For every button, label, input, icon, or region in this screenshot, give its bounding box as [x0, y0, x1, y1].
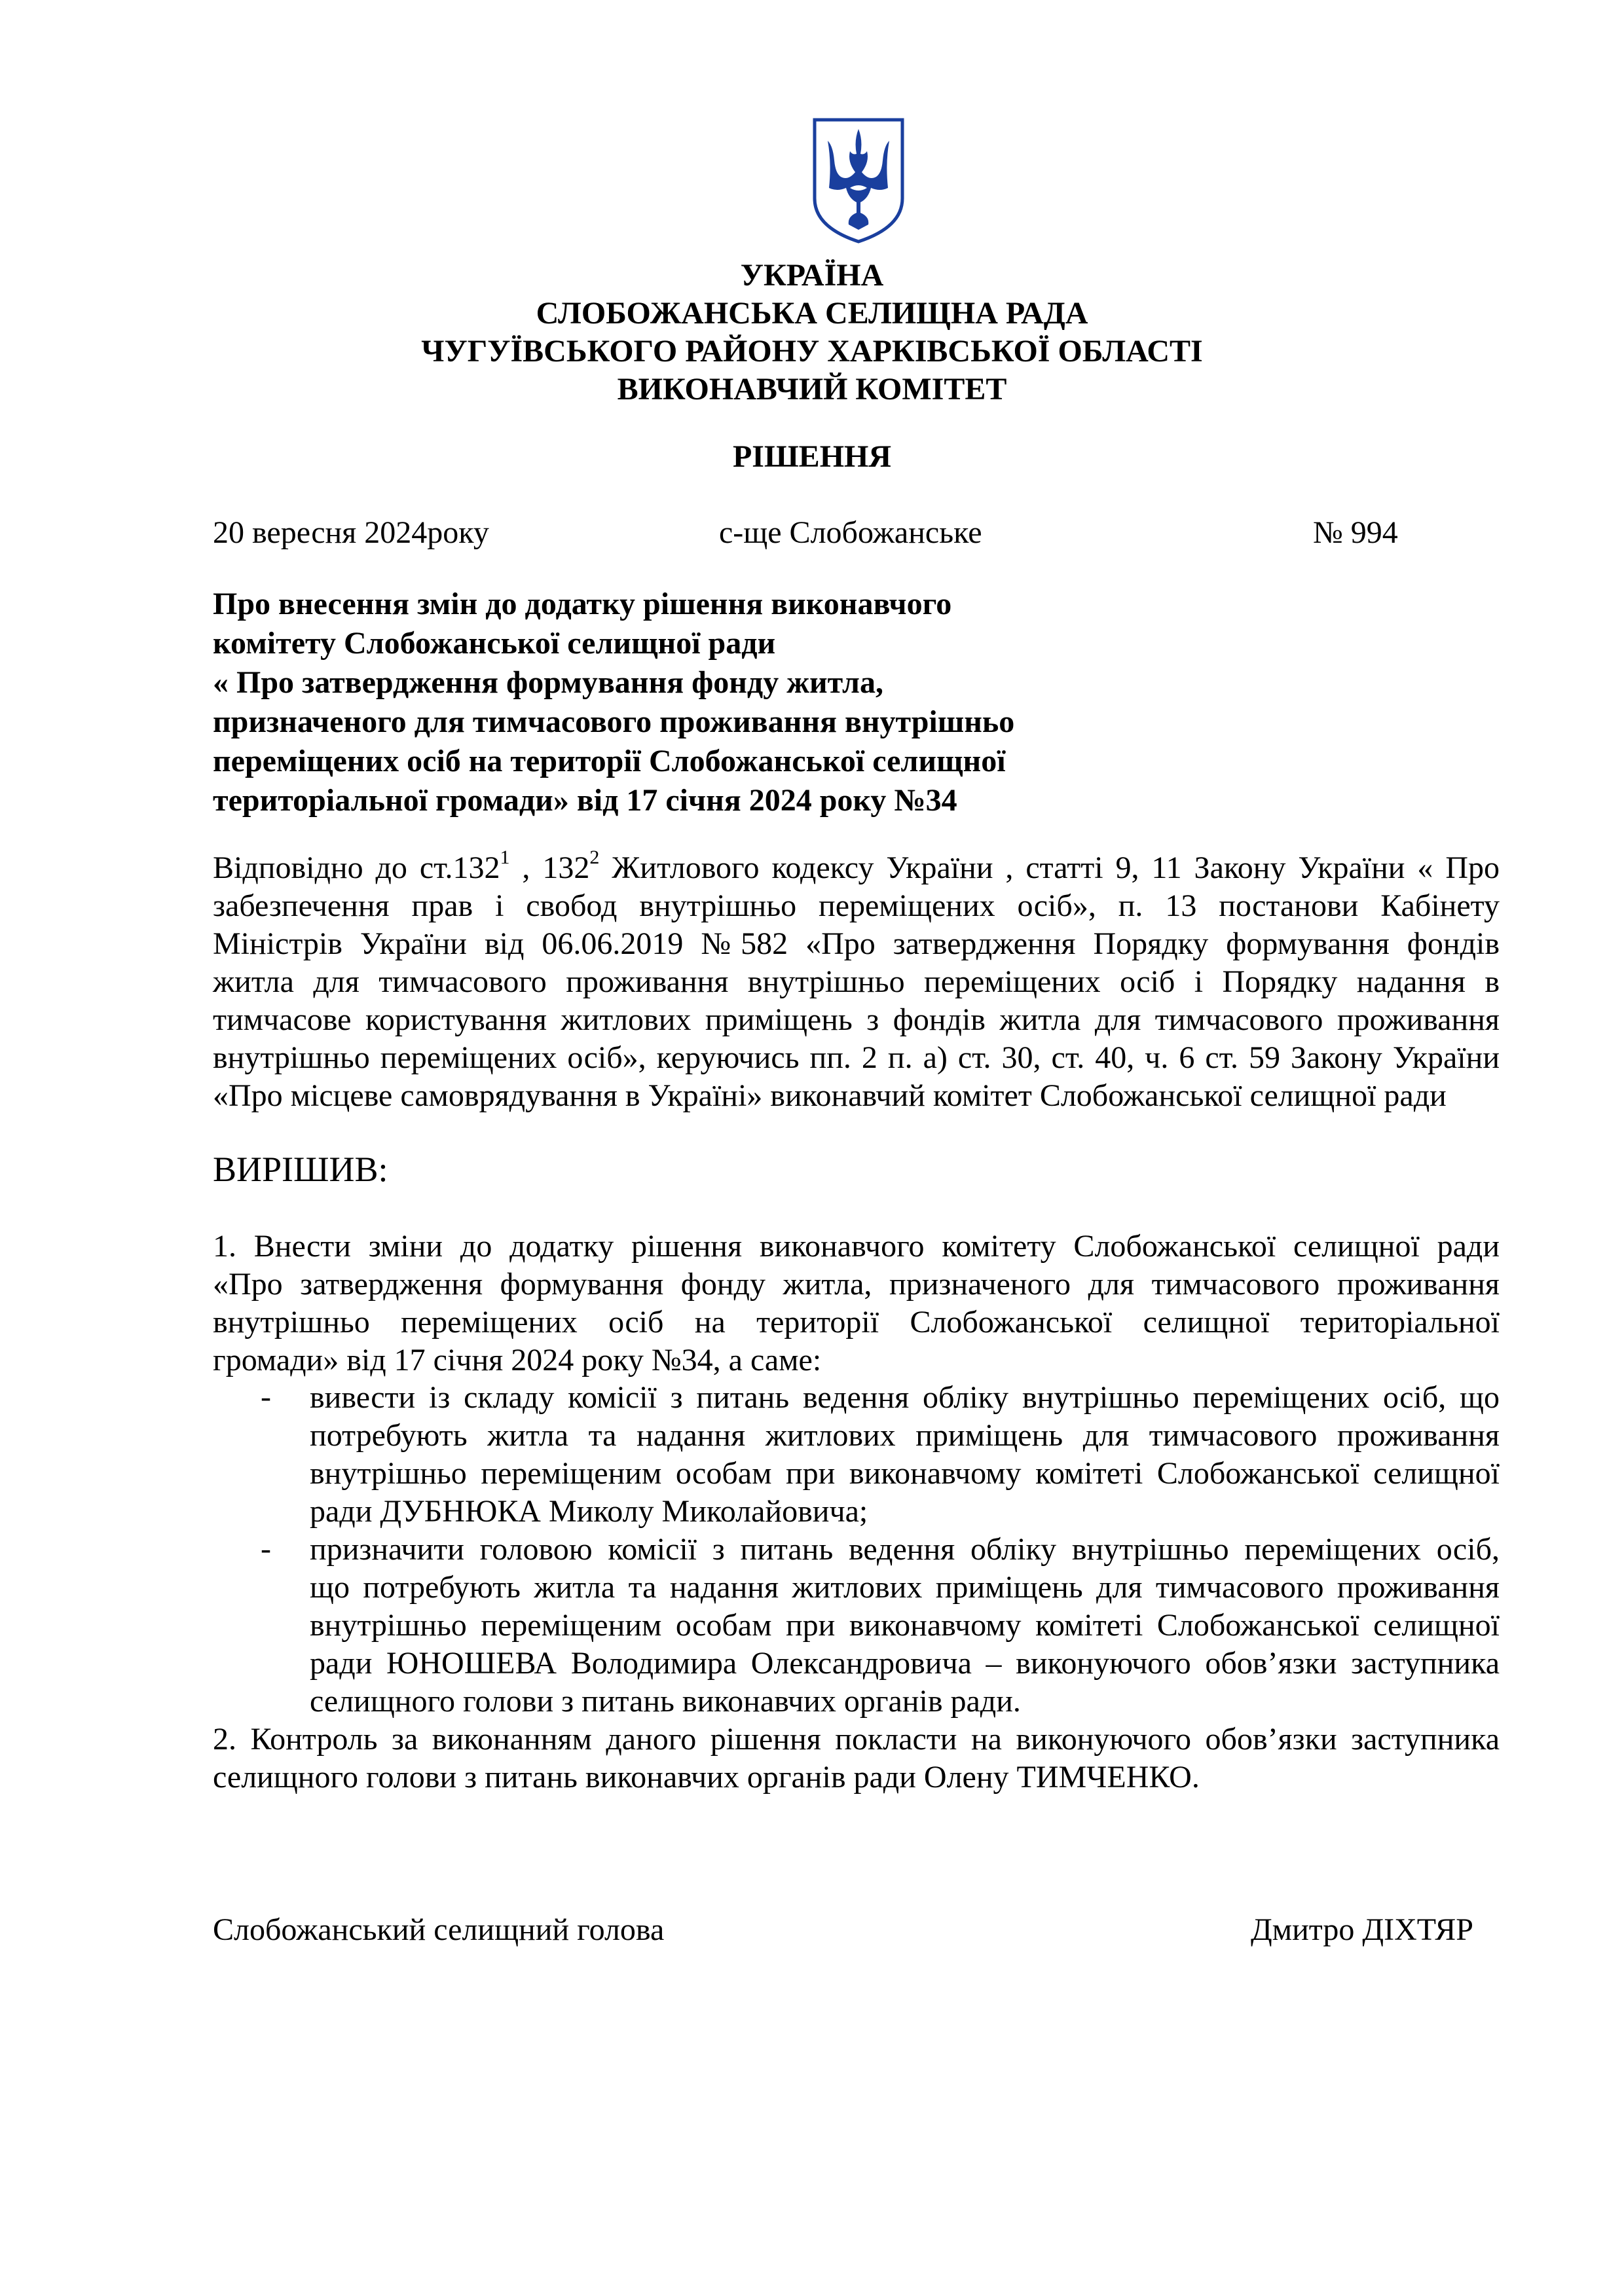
signature-position: Слобожанський селищний голова	[213, 1912, 665, 1947]
preamble-line: Міністрів України від 06.06.2019 №582 «Про затвердження Порядку формування фондів	[213, 926, 1500, 961]
subject-line: призначеного для тимчасового проживання внутрішньо	[213, 704, 1015, 739]
header	[0, 257, 1624, 409]
preamble-line: внутрішньо переміщених осіб», керуючись пп. 2 п. а) ст. 30, ст. 40, ч. 6 ст. 59 Закону України	[213, 1040, 1500, 1075]
signature-name: Дмитро ДІХТЯР	[1251, 1912, 1473, 1947]
subject-line: переміщених осіб на території Слобожанської селищної	[213, 744, 1006, 778]
decision-date: 20 вересня 2024року	[213, 515, 489, 550]
bullet-1	[310, 1379, 1500, 1531]
superscript: 2	[589, 847, 600, 868]
preamble-text: , 132	[509, 850, 590, 885]
bullet-line: потребують житла та надання житлових приміщень для тимчасового проживання	[310, 1418, 1500, 1453]
item-2-line: 2. Контроль за виконанням даного рішення покласти на виконуючого обов’язки заступника	[213, 1722, 1500, 1757]
superscript: 1	[500, 847, 510, 868]
item-1-line: внутрішньо переміщених осіб на території Слобожанської селищної територіальної	[213, 1305, 1500, 1339]
bullet-line: призначити головою комісії з питань ведення обліку внутрішньо переміщених осіб,	[310, 1532, 1500, 1567]
trident-coat-of-arms-icon	[809, 115, 908, 246]
bullet-line: внутрішньо переміщеним особам при виконавчому комітеті Слобожанської селищної	[310, 1608, 1500, 1643]
header-country: УКРАЇНА	[740, 258, 884, 293]
item-1-line: «Про затвердження формування фонду житла, призначеного для тимчасового проживання	[213, 1267, 1500, 1302]
bullet-dash: -	[261, 1531, 271, 1566]
bullet-line: селищного голови з питань виконавчих органів ради.	[310, 1684, 1021, 1719]
preamble-line: тимчасове користування житлових приміщень з фондів житла для тимчасового проживання	[213, 1002, 1500, 1037]
header-council: СЛОБОЖАНСЬКА СЕЛИЩНА РАДА	[536, 296, 1088, 331]
preamble-line: «Про місцеве самоврядування в Україні» виконавчий комітет Слобожанської селищної ради	[213, 1078, 1447, 1113]
header-committee: ВИКОНАВЧИЙ КОМІТЕТ	[617, 372, 1007, 407]
decision-number: № 994	[1313, 515, 1398, 550]
preamble	[213, 849, 1500, 1115]
decision-place: с-ще Слобожанське	[719, 515, 982, 550]
subject-line: територіальної громади» від 17 січня 2024 року №34	[213, 783, 957, 818]
bullet-line: вивести із складу комісії з питань ведення обліку внутрішньо переміщених осіб, що	[310, 1380, 1500, 1415]
item-1-line: 1. Внести зміни до додатку рішення виконавчого комітету Слобожанської селищної ради	[213, 1229, 1500, 1264]
bullet-line: ради ЮНОШЕВА Володимира Олександровича – виконуючого обов’язки заступника	[310, 1646, 1500, 1681]
bullet-dash: -	[261, 1379, 271, 1414]
resolved-heading: ВИРІШИВ:	[213, 1150, 388, 1189]
decision-title: РІШЕННЯ	[732, 439, 892, 474]
preamble-line	[213, 849, 1500, 887]
preamble-text: Відповідно до ст.132	[213, 850, 500, 885]
bullet-line: внутрішньо переміщеним особам при виконавчому комітеті Слобожанської селищної	[310, 1456, 1500, 1491]
item-2-line: селищного голови з питань виконавчих органів ради Олену ТИМЧЕНКО.	[213, 1760, 1200, 1795]
subject-line: Про внесення змін до додатку рішення виконавчого	[213, 587, 952, 621]
bullet-2	[310, 1531, 1500, 1721]
subject-line: комітету Слобожанської селищної ради	[213, 626, 776, 661]
subject-line: « Про затвердження формування фонду житла,	[213, 665, 883, 700]
decision-subject	[213, 585, 1261, 820]
preamble-line: житла для тимчасового проживання внутрішньо переміщених осіб і Порядку надання в	[213, 964, 1500, 999]
preamble-text: Житлового кодексу України , статті 9, 11 Закону України « Про	[599, 850, 1500, 885]
header-district: ЧУГУЇВСЬКОГО РАЙОНУ ХАРКІВСЬКОЇ ОБЛАСТІ	[421, 334, 1203, 369]
bullet-line: ради ДУБНЮКА Миколу Миколайовича;	[310, 1494, 868, 1529]
preamble-line: забезпечення прав і свобод внутрішньо переміщених осіб», п. 13 постанови Кабінету	[213, 888, 1500, 923]
item-1	[213, 1228, 1500, 1379]
item-1-line: громади» від 17 січня 2024 року №34, а саме:	[213, 1343, 822, 1377]
bullet-line: що потребують житла та надання житлових приміщень для тимчасового проживання	[310, 1570, 1500, 1605]
item-2	[213, 1721, 1500, 1796]
